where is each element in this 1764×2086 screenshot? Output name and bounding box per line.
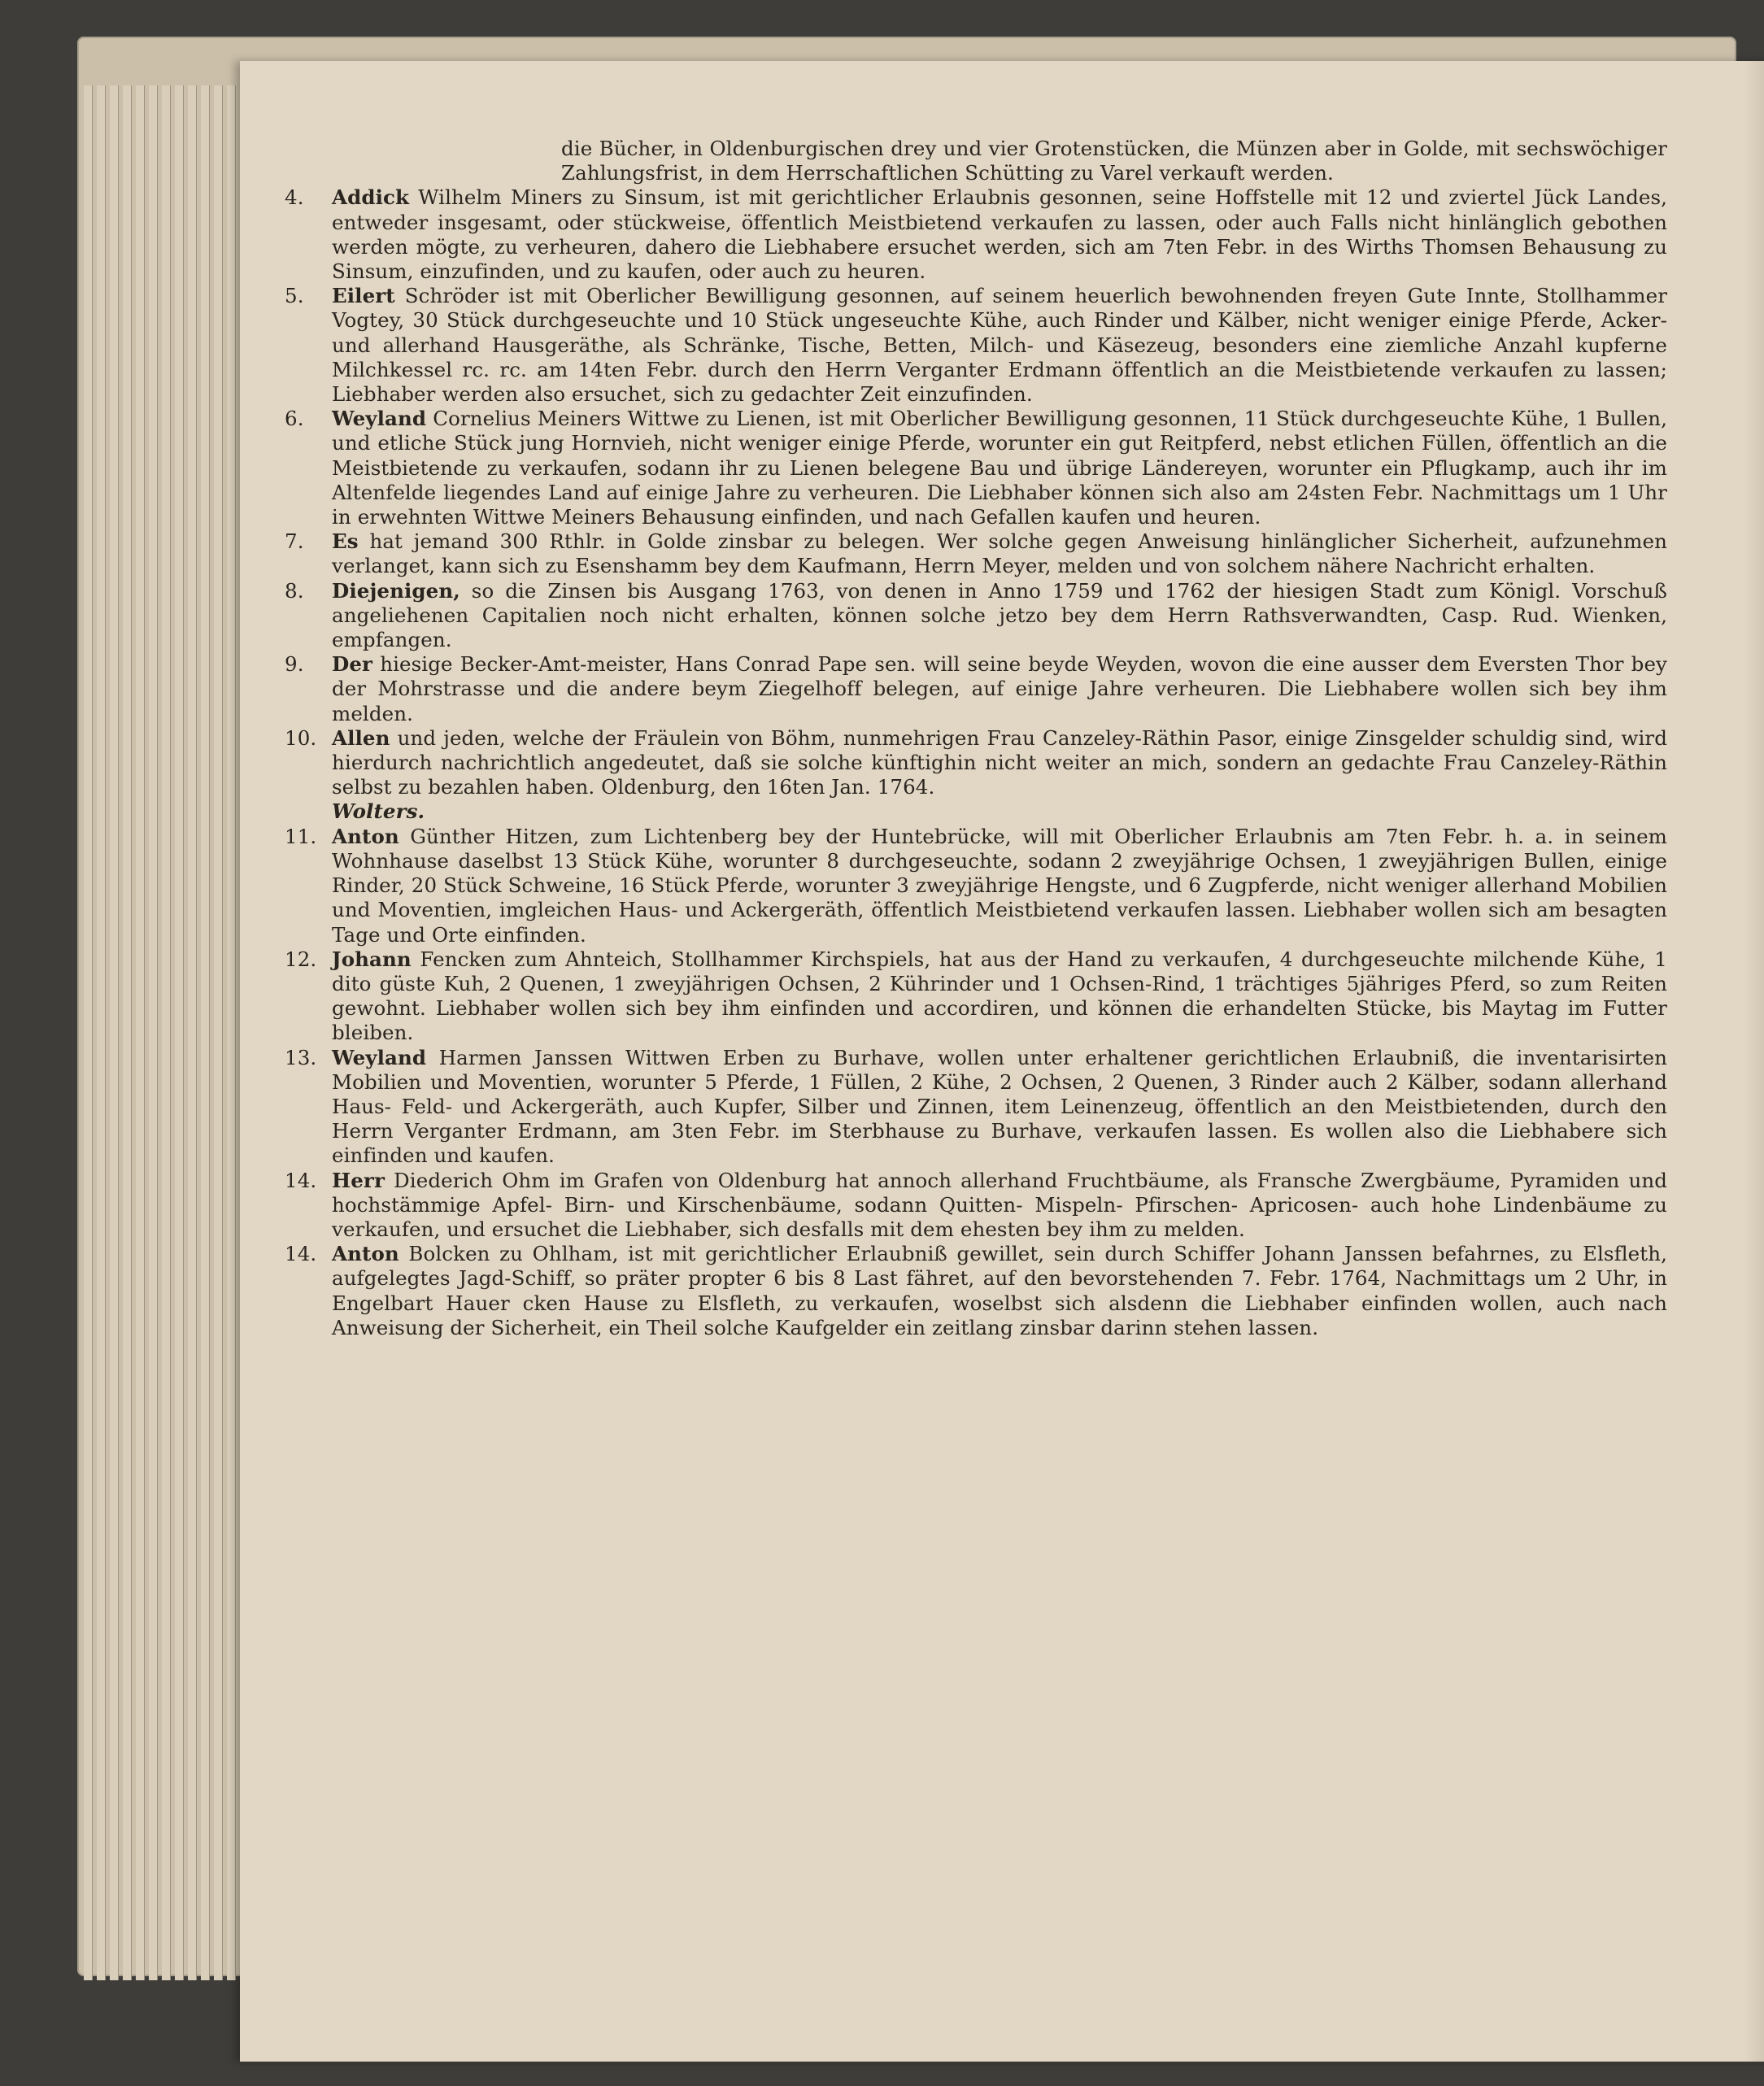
entry-number: 7. xyxy=(285,529,304,554)
notice-entry xyxy=(285,1242,1667,1340)
page-edge xyxy=(162,85,171,1980)
page-edge xyxy=(123,85,132,1980)
entry-number: 6. xyxy=(285,407,304,431)
entry-text: Harmen Janssen Wittwen Erben zu Burhave, wollen unter erhaltener gerichtlichen Erlaubniß, die inventarisirten Mobilien und Moventien, worunter 5 Pferde, 1 Füllen, 2 Kühe, 2 Ochsen, 2 Quenen, 3 Rinder auch 2 Kälber, sodann allerhand Haus- Feld- und Ackergeräth, auch Kupfer, Silber und Zinnen, item Leinenzeug, öffentlich an den Meistbietenden, durch den Herrn Verganter Erdmann, am 3ten Febr. im Sterbhause zu Burhave, verkaufen lassen. Es wollen also die Liebhabere sich einfinden und kaufen. xyxy=(332,1045,1667,1168)
entry-lead: Addick xyxy=(332,185,410,210)
entry-lead: Herr xyxy=(332,1168,385,1192)
notice-entry xyxy=(285,284,1667,407)
entry-lead: Weyland xyxy=(332,407,427,431)
entry-text: Schröder ist mit Oberlicher Bewilligung gesonnen, auf seinem heuerlich bewohnenden freyen Gute Innte, Stollhammer Vogtey, 30 Stück durchgeseuchte und 10 Stück ungeseuchte Kühe, auch Rinder und Kälber, nicht weniger einige Pferde, Acker- und allerhand Hausgeräthe, als Schränke, Tische, Betten, Milch- und Käsezeug, besonders eine ziemliche Anzahl kupferne Milchkessel rc. rc. am 14ten Febr. durch den Herrn Verganter Erdmann öffentlich an die Meistbietende verkaufen zu lassen; Liebhaber werden also ersuchet, sich zu gedachter Zeit einzufinden. xyxy=(332,284,1668,407)
notice-entry xyxy=(285,1169,1667,1243)
entry-number: 11. xyxy=(285,824,317,848)
entry-lead: Eilert xyxy=(332,284,395,308)
entry-lead: Anton xyxy=(332,824,399,848)
page-edge xyxy=(201,85,210,1980)
entry-text: und jeden, welche der Fräulein von Böhm, nunmehrigen Frau Canzeley-Räthin Pasor, einige Zinsgelder schuldig sind, wird hierdurch nachrichtlich angedeutet, daß sie solche künftighin nicht weiter an mich, sondern an gedachte Frau Canzeley-Räthin selbst zu bezahlen haben. Oldenburg, den 16ten Jan. 1764. xyxy=(332,725,1667,799)
entry-number: 13. xyxy=(285,1045,317,1069)
notice-entry xyxy=(285,407,1667,529)
page-edge xyxy=(149,85,158,1980)
notice-entry xyxy=(285,825,1667,947)
signature: Wolters. xyxy=(332,799,425,824)
entry-number: 5. xyxy=(285,284,304,308)
entry-lead: Allen xyxy=(332,725,390,750)
entry-text: so die Zinsen bis Ausgang 1763, von denen in Anno 1759 und 1762 der hiesigen Stadt zum Königl. Vorschuß angeliehenen Capitalien noch nicht erhalten, können solche jetzo bey dem Herrn Rathsverwandten, Casp. Rud. Wienken, empfangen. xyxy=(332,578,1667,652)
page-edge xyxy=(136,85,145,1980)
entry-lead: Weyland xyxy=(332,1045,427,1069)
entry-text: Günther Hitzen, zum Lichtenberg bey der Huntebrücke, will mit Oberlicher Erlaubnis am 7ten Febr. h. a. in seinem Wohnhause daselbst 13 Stück Kühe, worunter 8 durchgeseuchte, sodann 2 zweyjährige Ochsen, 1 zweyjährigen Bullen, einige Rinder, 20 Stück Schweine, 16 Stück Pferde, worunter 3 zweyjährige Hengste, und 6 Zugpferde, nicht weniger allerhand Mobilien und Moventien, imgleichen Haus- und Ackergeräth, öffentlich Meistbietend verkaufen lassen. Liebhaber wollen sich am besagten Tage und Orte einfinden. xyxy=(332,824,1668,947)
page-edge xyxy=(97,85,106,1980)
entry-text: Cornelius Meiners Wittwe zu Lienen, ist mit Oberlicher Bewilligung gesonnen, 11 Stück durchgeseuchte Kühe, 1 Bullen, und etliche Stück jung Hornvieh, nicht weniger einige Pferde, worunter ein gut Reitpferd, nebst etlichen Füllen, öffentlich an die Meistbietende zu verkaufen, sodann ihr zu Lienen belegene Bau und übrige Ländereyen, worunter ein Pflugkamp, auch ihr im Altenfelde liegendes Land auf einige Jahre zu verheuren. Die Liebhaber können sich also am 24sten Febr. Nachmittags um 1 Uhr in erwehnten Wittwe Meiners Behausung einfinden, und nach Gefallen kaufen und heuren. xyxy=(332,407,1668,529)
page-edge xyxy=(110,85,119,1980)
page-edge xyxy=(175,85,184,1980)
page-edge xyxy=(227,85,236,1980)
notice-entry xyxy=(285,579,1667,653)
entry-text: Fencken zum Ahnteich, Stollhammer Kirchspiels, hat aus der Hand zu verkaufen, 4 durchgeseuchte milchende Kühe, 1 dito güste Kuh, 2 Quenen, 1 zweyjährigen Ochsen, 2 Kührinder und 1 Ochsen-Rind, 1 trächtiges 5jähriges Pferd, so zum Reiten gewohnt. Liebhaber wollen sich bey ihm einfinden und accordiren, und können die erhandelten Stücke, bis Maytag im Futter bleiben. xyxy=(332,947,1667,1045)
notice-entry xyxy=(285,1046,1667,1169)
page-edge xyxy=(188,85,197,1980)
entry-lead: Johann xyxy=(332,947,412,971)
page-edge xyxy=(84,85,93,1980)
notice-entry xyxy=(285,652,1667,726)
entry-text: Diederich Ohm im Grafen von Oldenburg hat annoch allerhand Fruchtbäume, als Fransche Zwergbäume, Pyramiden und hochstämmige Apfel- Birn- und Kirschenbäume, sodann Quitten- Mispeln- Pfirschen- Apricosen- auch hohe Lindenbäume zu verkaufen, und ersuchet die Liebhaber, sich desfalls mit dem ehesten bey ihm zu melden. xyxy=(332,1168,1668,1241)
notice-entry xyxy=(285,726,1667,825)
entry-number: 14. xyxy=(285,1168,317,1192)
entry-text: hiesige Becker-Amt-meister, Hans Conrad Pape sen. will seine beyde Weyden, wovon die eine ausser dem Eversten Thor bey der Mohrstrasse und die andere beym Ziegelhoff belegen, auf einige Jahre verheuren. Die Liebhabere wollen sich bey ihm melden. xyxy=(332,652,1667,725)
notice-entry xyxy=(285,529,1667,578)
entry-lead: Anton xyxy=(332,1242,399,1266)
entry-text: Bolcken zu Ohlham, ist mit gerichtlicher Erlaubniß gewillet, sein durch Schiffer Johann Janssen befahrnes, zu Elsfleth, aufgelegtes Jagd-Schiff, so präter propter 6 bis 8 Last fähret, auf den bevorstehenden 7. Febr. 1764, Nachmittags um 2 Uhr, in Engelbart Hauer cken Hause zu Elsfleth, zu verkaufen, woselbst sich alsdenn die Liebhaber einfinden wollen, auch nach Anweisung der Sicherheit, ein Theil solche Kaufgelder ein zeitlang zinsbar darinn stehen lassen. xyxy=(332,1242,1667,1339)
notice-entry xyxy=(285,947,1667,1046)
entry-number: 10. xyxy=(285,725,317,750)
entry-number: 4. xyxy=(285,185,304,210)
entry-text: hat jemand 300 Rthlr. in Golde zinsbar zu belegen. Wer solche gegen Anweisung hinlänglicher Sicherheit, aufzunehmen verlanget, kann sich zu Esenshamm bey dem Kaufmann, Herrn Meyer, melden und von solchem nähere Nachricht erhalten. xyxy=(332,529,1667,578)
entry-text: Wilhelm Miners zu Sinsum, ist mit gerichtlicher Erlaubnis gesonnen, seine Hoffstelle mit 12 und zviertel Jück Landes, entweder insgesamt, oder stückweise, öffentlich Meistbietend verkaufen zu lassen, oder auch Falls nicht hinlänglich gebothen werden mögte, zu verheuren, dahero die Liebhabere ersuchet werden, sich am 7ten Febr. in des Wirths Thomsen Behausung zu Sinsum, einzufinden, und zu kaufen, oder auch zu heuren. xyxy=(332,185,1668,284)
page-edge xyxy=(214,85,223,1980)
entry-lead: Der xyxy=(332,652,373,677)
entry-number: 8. xyxy=(285,578,304,603)
page-gutter-shadow xyxy=(1744,61,1764,2062)
entry-number: 9. xyxy=(285,652,304,677)
intro-paragraph: die Bücher, in Oldenburgischen drey und vier Grotenstücken, die Münzen aber in Golde, mit sechswöchiger Zahlungsfrist, in dem Herrschaftlichen Schütting zu Varel verkauft werden. xyxy=(561,137,1667,185)
notice-entry xyxy=(285,185,1667,284)
entry-number: 14. xyxy=(285,1242,317,1266)
entry-lead: Diejenigen, xyxy=(332,578,460,603)
page-text xyxy=(285,137,1667,1340)
entry-number: 12. xyxy=(285,947,317,971)
entry-lead: Es xyxy=(332,529,359,554)
